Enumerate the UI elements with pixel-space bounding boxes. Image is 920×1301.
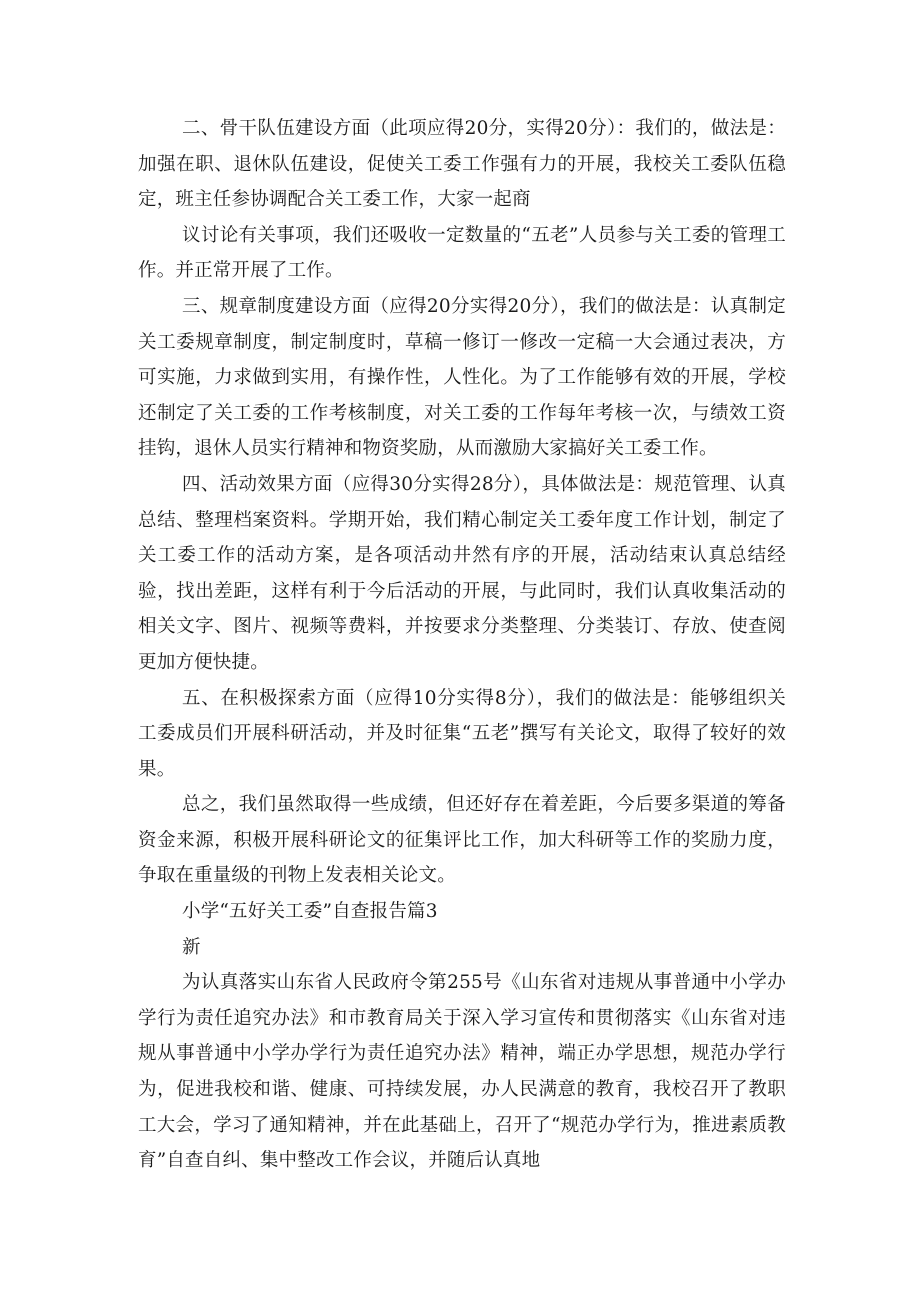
paragraph-exploration: 五、在积极探索方面（应得10分实得8分），我们的做法是：能够组织关工委成员们开展科研活动，并及时征集“五老”撰写有关论文，取得了较好的效果。 — [138, 687, 786, 780]
paragraph-rules: 三、规章制度建设方面（应得20分实得20分），我们的做法是：认真制定关工委规章制度，制定制度时，草稿一修订一修改一定稿一大会通过表决，方可实施，力求做到实用，有操作性，人性化。为了工作能够有效的开展，学校还制定了关工委的工作考核制度，对关工委的工作每年考核一次，与绩效工资挂钩，退休人员实行精神和物资奖励，从而激励大家搞好关工委工作。 — [138, 295, 786, 460]
paragraph-backbone-team: 二、骨干队伍建设方面（此项应得20分，实得20分）：我们的，做法是：加强在职、退休队伍建设，促使关工委工作强有力的开展，我校关工委队伍稳定，班主任参协调配合关工委工作，大家一起商 — [138, 118, 786, 211]
paragraph-activity-effect: 四、活动效果方面（应得30分实得28分），具体做法是：规范管理、认真总结、整理档案资料。学期开始，我们精心制定关工委年度工作计划，制定了关工委工作的活动方案，是各项活动井然有序的开展，活动结束认真总结经验，找出差距，这样有利于今后活动的开展，与此同时，我们认真收集活动的相关文字、图片、视频等费料，并按要求分类整理、分类装订、存放、使查阅更加方便快捷。 — [138, 473, 786, 673]
paragraph-summary: 总之，我们虽然取得一些成绩，但还好存在着差距，今后要多渠道的筹备资金来源，积极开展科研论文的征集评比工作，加大科研等工作的奖励力度，争取在重量级的刊物上发表相关论文。 — [138, 794, 786, 887]
paragraph-implementation: 为认真落实山东省人民政府令第255号《山东省对违规从事普通中小学办学行为责任追究办法》和市教育局关于深入学习宣传和贯彻落实《山东省对违规从事普通中小学办学行为责任追究办法》精神，端正办学思想，规范办学行为，促进我校和谐、健康、可持续发展，办人民满意的教育，我校召开了教职工大会，学习了通知精神，并在此基础上，召开了“规范办学行为，推进素质教育”自查自纠、集中整改工作会议，并随后认真地 — [138, 972, 786, 1172]
document-body — [138, 111, 786, 1179]
paragraph-new: 新 — [182, 936, 201, 958]
section-heading: 小学“五好关工委”自查报告篇3 — [182, 901, 438, 923]
paragraph-discussion: 议讨论有关事项，我们还吸收一定数量的“五老”人员参与关工委的管理工作。并正常开展了工作。 — [138, 224, 786, 282]
